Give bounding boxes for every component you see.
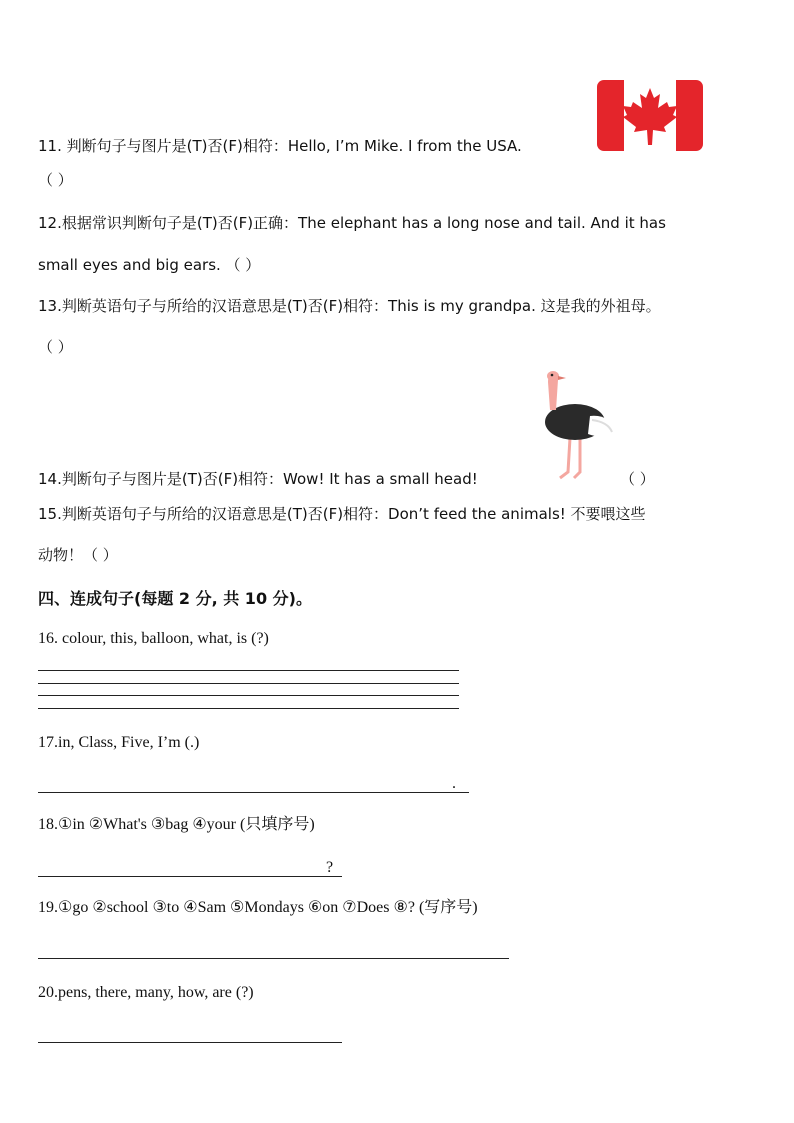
question-16-answer-line-1[interactable] bbox=[38, 670, 459, 671]
question-18-answer-line[interactable] bbox=[38, 876, 342, 877]
question-14-answer-blank[interactable]: （ ） bbox=[620, 470, 655, 488]
question-19-text: 19.①go ②school ③to ④Sam ⑤Mondays ⑥on ⑦Does ⑧? (写序号) bbox=[38, 899, 478, 916]
section-4-title: 四、连成句子(每题 2 分, 共 10 分)。 bbox=[38, 589, 312, 608]
question-15-text-line1: 15.判断英语句子与所给的汉语意思是(T)否(F)相符：Don’t feed the animals! 不要喂这些 bbox=[38, 505, 646, 523]
question-11-text: 11. 判断句子与图片是(T)否(F)相符：Hello, I’m Mike. I from the USA. bbox=[38, 137, 522, 155]
question-20-text: 20.pens, there, many, how, are (?) bbox=[38, 984, 254, 1001]
question-13-text: 13.判断英语句子与所给的汉语意思是(T)否(F)相符：This is my grandpa. 这是我的外祖母。 bbox=[38, 297, 661, 315]
question-11-answer-blank[interactable]: （ ） bbox=[38, 171, 73, 189]
question-14-text: 14.判断句子与图片是(T)否(F)相符：Wow! It has a small head! bbox=[38, 470, 478, 488]
question-16-answer-line-2[interactable] bbox=[38, 683, 459, 684]
question-16-answer-line-3[interactable] bbox=[38, 695, 459, 696]
question-17-answer-line[interactable] bbox=[38, 792, 469, 793]
question-16-answer-line-4[interactable] bbox=[38, 708, 459, 709]
question-17-end-mark: . bbox=[452, 775, 456, 792]
question-17-text: 17.in, Class, Five, I’m (.) bbox=[38, 734, 200, 751]
question-13-answer-blank[interactable]: （ ） bbox=[38, 338, 73, 356]
question-12-text-line1: 12.根据常识判断句子是(T)否(F)正确：The elephant has a long nose and tail. And it has bbox=[38, 214, 666, 232]
question-16-text: 16. colour, this, balloon, what, is (?) bbox=[38, 630, 269, 647]
ostrich-image bbox=[530, 368, 622, 484]
question-18-text: 18.①in ②What's ③bag ④your (只填序号) bbox=[38, 816, 315, 833]
canada-flag-image bbox=[597, 80, 703, 151]
question-12-text-line2: small eyes and big ears. （ ） bbox=[38, 256, 261, 274]
question-20-answer-line[interactable] bbox=[38, 1042, 342, 1043]
question-19-answer-line[interactable] bbox=[38, 958, 509, 959]
question-15-text-line2: 动物！（ ） bbox=[38, 546, 118, 564]
question-18-end-mark: ? bbox=[326, 859, 334, 876]
